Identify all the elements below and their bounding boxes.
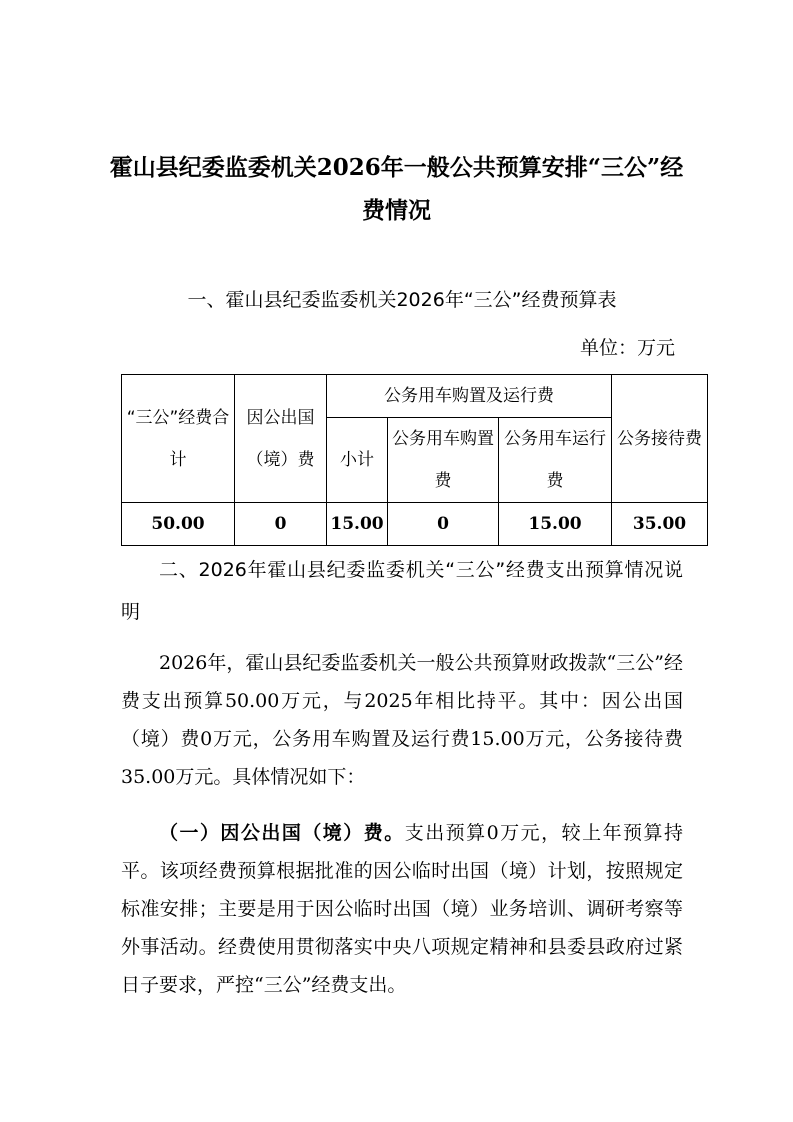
cell-reception: 35.00 <box>612 503 708 546</box>
cell-subtotal: 15.00 <box>327 503 388 546</box>
budget-table <box>121 374 708 546</box>
cell-abroad: 0 <box>235 503 327 546</box>
cell-total: 50.00 <box>122 503 235 546</box>
header-reception: 公务接待费 <box>612 375 708 503</box>
header-vehicle-group: 公务用车购置及运行费 <box>327 375 612 418</box>
unit-label: 单位：万元 <box>579 337 675 359</box>
header-purchase: 公务用车购置费 <box>388 418 499 503</box>
header-subtotal: 小计 <box>327 418 388 503</box>
paragraph-overview: 2026年，霍山县纪委监委机关一般公共预算财政拨款“三公”经费支出预算50.00万元，与2025年相比持平。其中：因公出国（境）费0万元，公务用车购置及运行费15.00万元，公务接待费35.00万元。具体情况如下： <box>121 652 683 788</box>
section-1-heading: 一、霍山县纪委监委机关2026年“三公”经费预算表 <box>187 289 617 311</box>
document-title: 霍山县纪委监委机关2026年一般公共预算安排“三公”经费情况 <box>109 154 684 224</box>
header-abroad: 因公出国（境）费 <box>235 375 327 503</box>
cell-operation: 15.00 <box>499 503 612 546</box>
paragraph-abroad-text: 支出预算0万元，较上年预算持平。该项经费预算根据批准的因公临时出国（境）计划，按照规定标准安排；主要是用于因公临时出国（境）业务培训、调研考察等外事活动。经费使用贯彻落实中央八项规定精神和县委县政府过紧日子要求，严控“三公”经费支出。 <box>121 822 683 996</box>
section-2-heading: 二、2026年霍山县纪委监委机关“三公”经费支出预算情况说明 <box>121 559 683 623</box>
table-header-row-1 <box>122 375 708 418</box>
paragraph-abroad-lead: （一）因公出国（境）费。 <box>159 822 405 844</box>
paragraph-abroad <box>121 814 683 1004</box>
header-total: “三公”经费合计 <box>122 375 235 503</box>
table-row <box>122 503 708 546</box>
cell-purchase: 0 <box>388 503 499 546</box>
header-operation: 公务用车运行费 <box>499 418 612 503</box>
